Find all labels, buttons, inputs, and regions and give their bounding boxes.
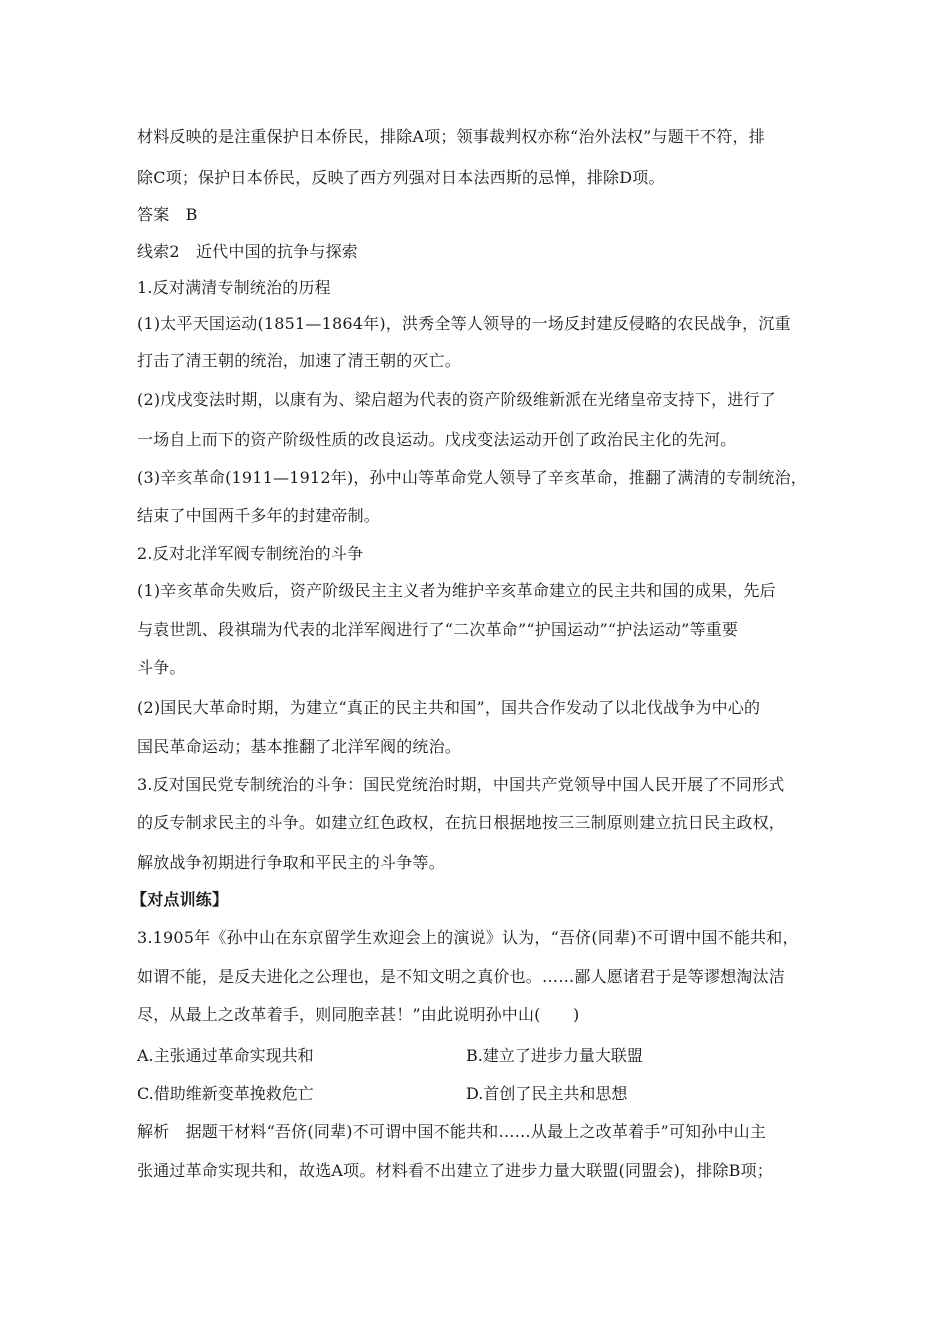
option-c: C.借助维新变革挽救危亡 [137, 1084, 314, 1103]
section3-line: 3.反对国民党专制统治的斗争：国民党统治时期，中国共产党领导中国人民开展了不同形式 [137, 775, 785, 794]
intro-line: 除C项；保护日本侨民，反映了西方列强对日本法西斯的忌惮，排除D项。 [137, 168, 665, 187]
question-line: 尽，从最上之改革着手，则同胞幸甚！”由此说明孙中山( ) [137, 1005, 580, 1024]
section2-line: 国民革命运动；基本推翻了北洋军阀的统治。 [137, 737, 462, 756]
analysis-line: 解析 据题干材料“吾侪(同辈)不可谓中国不能共和……从最上之改革着手”可知孙中山主 [137, 1122, 767, 1141]
clue-title: 线索2 近代中国的抗争与探索 [137, 242, 358, 261]
option-b: B.建立了进步力量大联盟 [466, 1046, 643, 1065]
answer-line: 答案 B [137, 205, 198, 224]
section2-line: (1)辛亥革命失败后，资产阶级民主主义者为维护辛亥革命建立的民主共和国的成果，先后 [137, 581, 776, 600]
question-line: 如谓不能，是反夫进化之公理也，是不知文明之真价也。……鄙人愿诸君于是等谬想淘汰洁 [137, 967, 786, 986]
section2-line: 与袁世凯、段祺瑞为代表的北洋军阀进行了“二次革命”“护国运动”“护法运动”等重要 [137, 620, 739, 639]
analysis-line: 张通过革命实现共和，故选A项。材料看不出建立了进步力量大联盟(同盟会)，排除B项； [137, 1161, 773, 1180]
section1-line: 一场自上而下的资产阶级性质的改良运动。戊戌变法运动开创了政治民主化的先河。 [137, 430, 737, 449]
section2-line: (2)国民大革命时期，为建立“真正的民主共和国”，国共合作发动了以北伐战争为中心的 [137, 698, 761, 717]
intro-line: 材料反映的是注重保护日本侨民，排除A项；领事裁判权亦称“治外法权”与题干不符，排 [137, 127, 765, 146]
option-d: D.首创了民主共和思想 [466, 1084, 628, 1103]
section1-line: 结束了中国两千多年的封建帝制。 [137, 506, 381, 525]
section1-title: 1.反对满清专制统治的历程 [137, 278, 331, 297]
section1-line: (1)太平天国运动(1851—1864年)，洪秀全等人领导的一场反封建反侵略的农民战争，沉重 [137, 314, 791, 333]
section1-line: 打击了清王朝的统治，加速了清王朝的灭亡。 [137, 351, 462, 370]
section3-line: 的反专制求民主的斗争。如建立红色政权，在抗日根据地按三三制原则建立抗日民主政权， [137, 813, 786, 832]
section2-title: 2.反对北洋军阀专制统治的斗争 [137, 544, 364, 563]
section1-line: (2)戊戌变法时期，以康有为、梁启超为代表的资产阶级维新派在光绪皇帝支持下，进行了 [137, 390, 776, 409]
question-line: 3.1905年《孙中山在东京留学生欢迎会上的演说》认为，“吾侪(同辈)不可谓中国不能共和， [137, 928, 799, 947]
option-a: A.主张通过革命实现共和 [137, 1046, 314, 1065]
training-title: 【对点训练】 [131, 890, 229, 909]
section2-line: 斗争。 [137, 658, 186, 677]
section3-line: 解放战争初期进行争取和平民主的斗争等。 [137, 853, 445, 872]
section1-line: (3)辛亥革命(1911—1912年)，孙中山等革命党人领导了辛亥革命，推翻了满清的专制统治， [137, 468, 807, 487]
